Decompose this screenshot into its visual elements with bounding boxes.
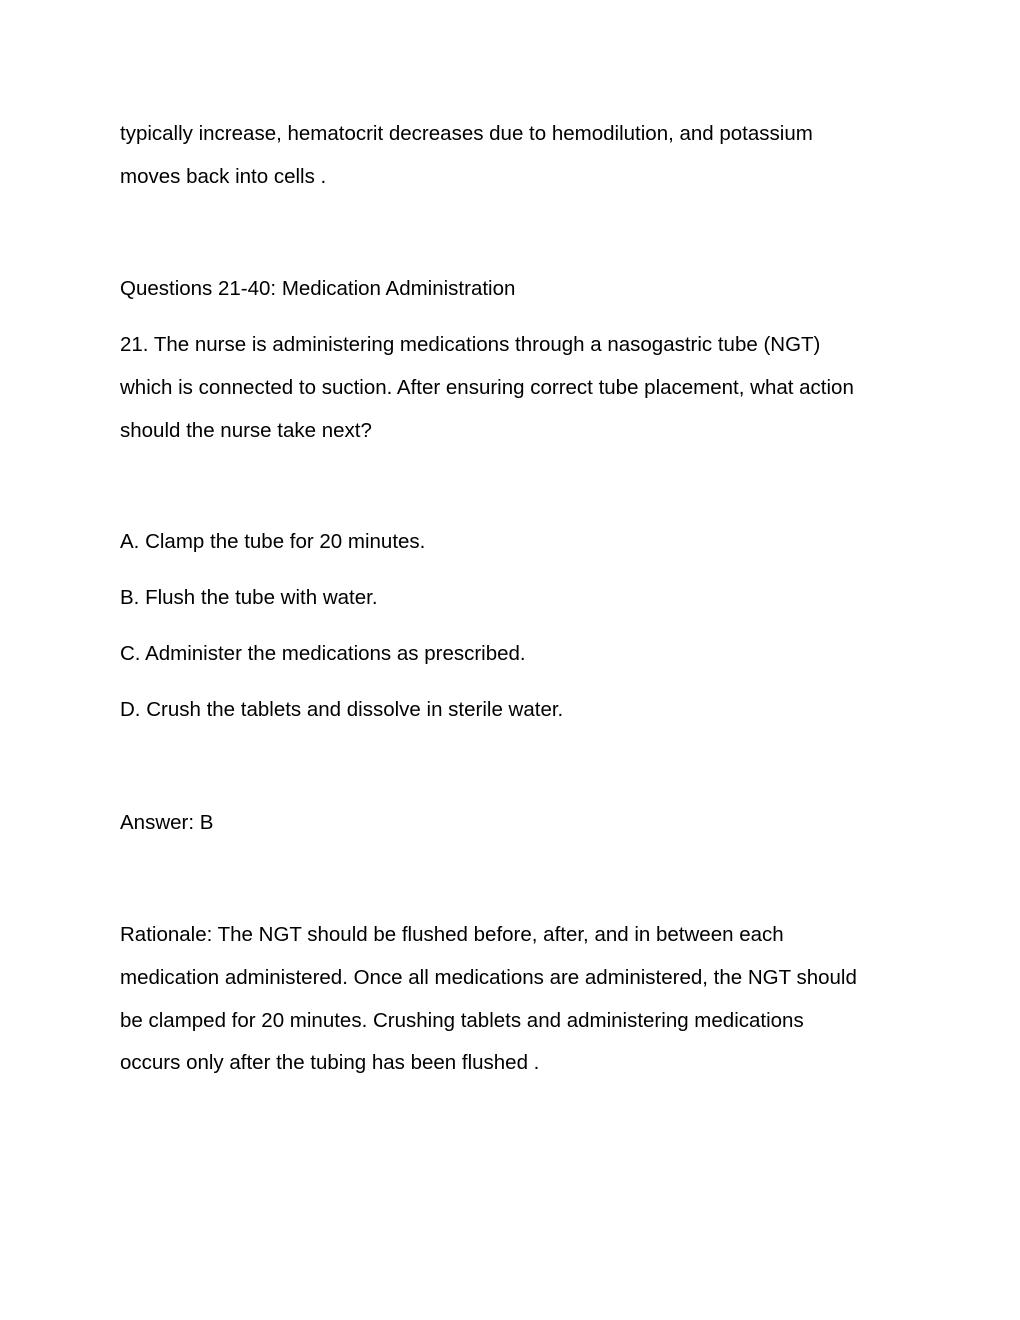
question-line: should the nurse take next? xyxy=(120,419,372,442)
question-line: which is connected to suction. After ensuring correct tube placement, what action xyxy=(120,376,854,399)
option-a: A. Clamp the tube for 20 minutes. xyxy=(120,530,426,553)
rationale-line: Rationale: The NGT should be flushed before, after, and in between each xyxy=(120,923,784,946)
option-b: B. Flush the tube with water. xyxy=(120,586,378,609)
continuation-line: typically increase, hematocrit decreases due to hemodilution, and potassium xyxy=(120,122,813,145)
rationale-line: occurs only after the tubing has been flushed . xyxy=(120,1051,540,1074)
option-c: C. Administer the medications as prescribed. xyxy=(120,642,526,665)
rationale-line: medication administered. Once all medications are administered, the NGT should xyxy=(120,966,857,989)
option-d: D. Crush the tablets and dissolve in sterile water. xyxy=(120,698,564,721)
section-heading: Questions 21-40: Medication Administration xyxy=(120,277,516,300)
rationale-line: be clamped for 20 minutes. Crushing tablets and administering medications xyxy=(120,1009,804,1032)
answer-line: Answer: B xyxy=(120,811,214,834)
question-line: 21. The nurse is administering medications through a nasogastric tube (NGT) xyxy=(120,333,821,356)
continuation-line: moves back into cells . xyxy=(120,165,327,188)
